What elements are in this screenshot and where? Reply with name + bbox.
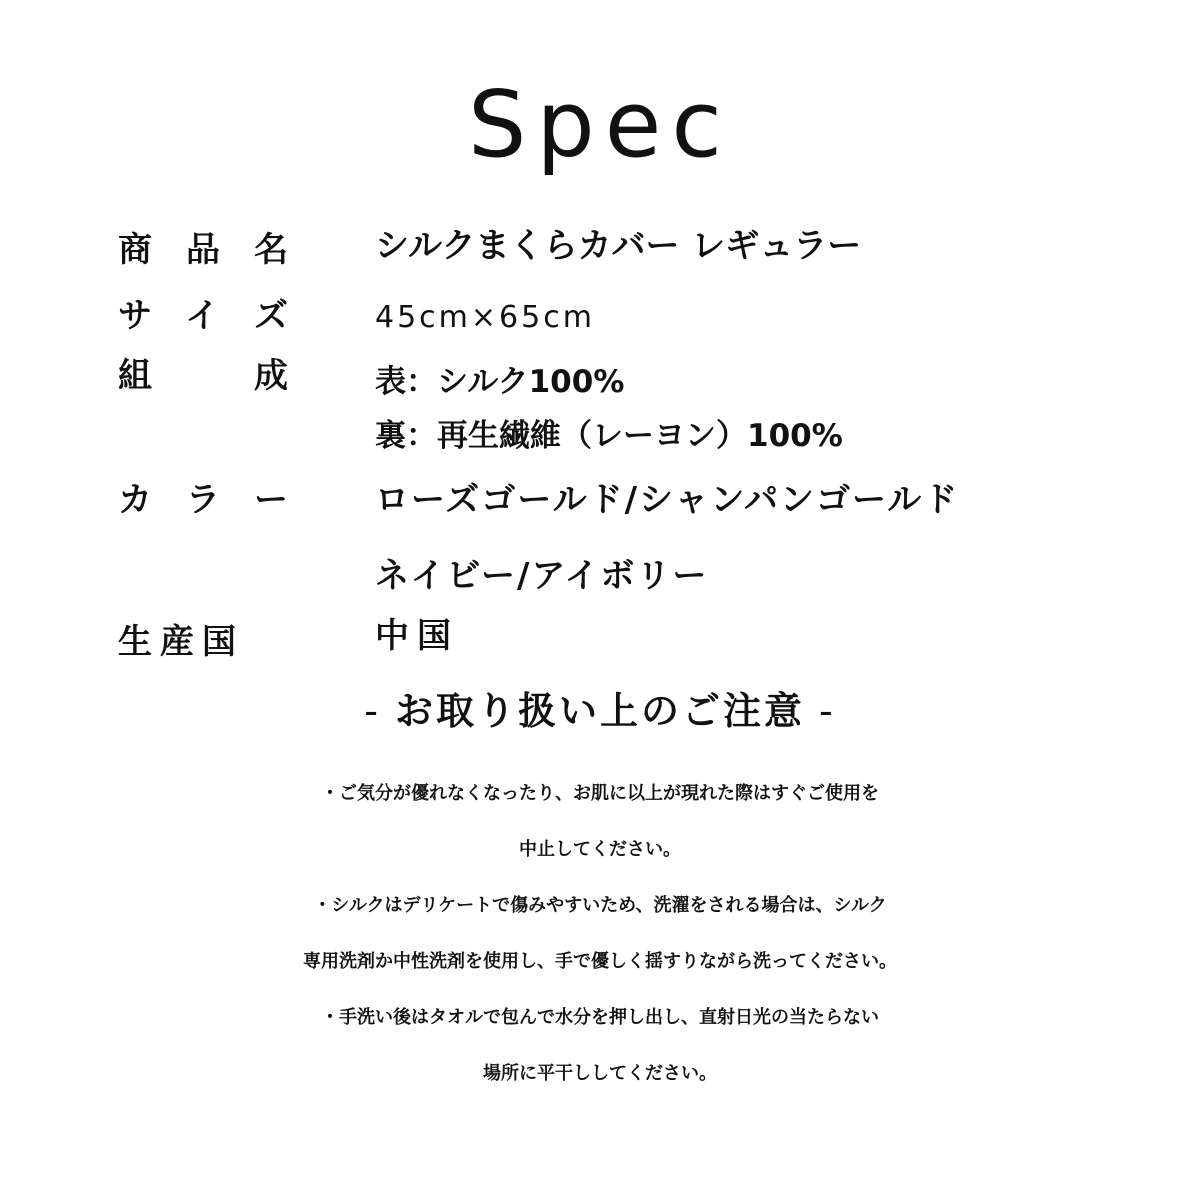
heading-dash-left: - [364, 689, 381, 733]
spec-label-product-name: 商品名 [118, 230, 288, 270]
spec-label-origin: 生産国 [118, 622, 244, 662]
spec-value-size: 45cm×65cm [375, 300, 595, 335]
spec-value-product-name: シルクまくらカバー レギュラー [375, 226, 862, 266]
spec-label-composition: 組成 [118, 356, 288, 396]
notice-line: ・手洗い後はタオルで包んで水分を押し出し、直射日光の当たらない [321, 1007, 879, 1028]
heading-dash-right: - [819, 689, 836, 733]
spec-value-color-1: ローズゴールド/シャンパンゴールド [375, 480, 960, 520]
spec-value-composition-back: 裏：再生繊維（レーヨン）100% [375, 418, 843, 454]
spec-label-color: カラー [118, 480, 288, 520]
notice-line: 中止してください。 [519, 839, 681, 860]
notice-line: 専用洗剤か中性洗剤を使用し、手で優しく揺すりながら洗ってください。 [303, 951, 897, 972]
page-title: Spec [468, 71, 732, 178]
notice-heading-text: お取り扱い上のご注意 [394, 689, 805, 733]
spec-value-color-2: ネイビー/アイボリー [375, 556, 709, 596]
notice-line: ・ご気分が優れなくなったり、お肌に以上が現れた際はすぐご使用を [321, 783, 879, 804]
notice-line: 場所に平干ししてください。 [483, 1063, 717, 1084]
spec-value-origin: 中国 [375, 616, 459, 656]
notice-line: ・シルクはデリケートで傷みやすいため、洗濯をされる場合は、シルク [313, 895, 887, 916]
spec-label-size: サイズ [118, 296, 288, 336]
spec-value-composition-front: 表：シルク100% [375, 364, 625, 400]
notice-heading [0, 688, 1200, 734]
